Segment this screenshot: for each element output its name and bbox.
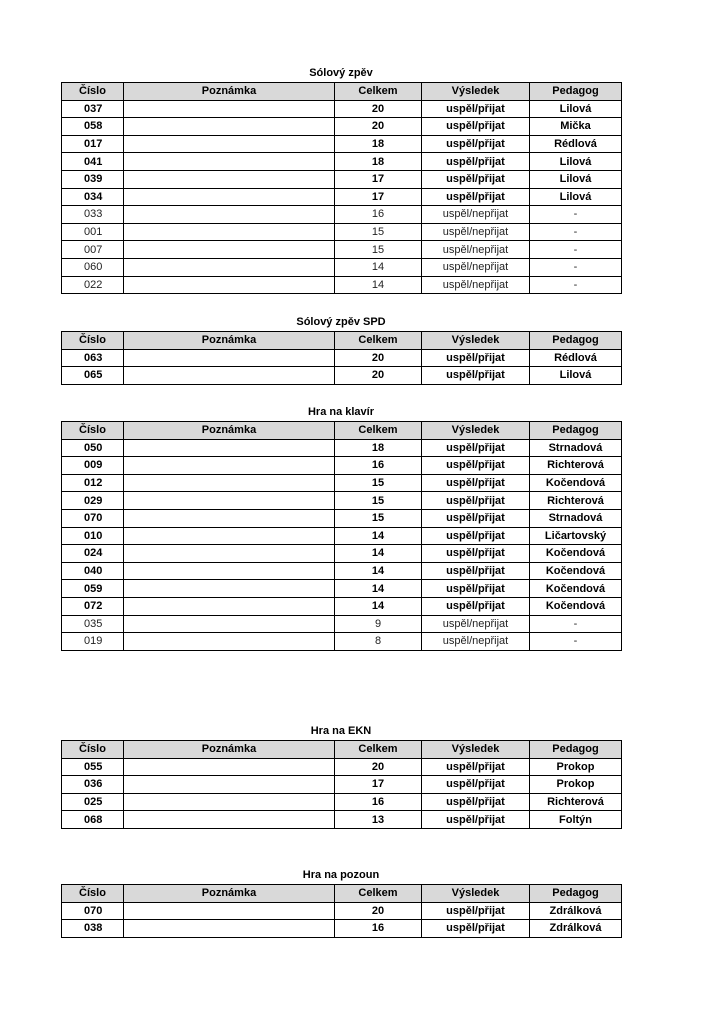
cell-vysledek: uspěl/přijat [422,100,530,118]
table-row [62,758,622,776]
cell-celkem: 14 [335,258,422,276]
cell-cislo: 070 [62,509,124,527]
cell-cislo: 033 [62,206,124,224]
header-celkem: Celkem [335,83,422,101]
results-table [61,331,622,385]
table-row [62,633,622,651]
cell-poznamka [124,492,335,510]
cell-poznamka [124,135,335,153]
cell-pedagog: Lilová [530,170,622,188]
table-row [62,776,622,794]
cell-poznamka [124,597,335,615]
cell-poznamka [124,633,335,651]
cell-cislo: 029 [62,492,124,510]
cell-vysledek: uspěl/přijat [422,758,530,776]
cell-poznamka [124,776,335,794]
table-row [62,920,622,938]
section-title: Sólový zpěv [309,67,373,79]
cell-poznamka [124,241,335,259]
cell-celkem: 14 [335,527,422,545]
table-row [62,349,622,367]
cell-pedagog: Richterová [530,492,622,510]
cell-poznamka [124,902,335,920]
section-title: Hra na pozoun [302,869,380,881]
cell-pedagog: Foltýn [530,811,622,829]
header-poznamka: Poznámka [124,885,335,903]
header-vysledek: Výsledek [422,332,530,350]
cell-cislo: 063 [62,349,124,367]
results-table [61,884,622,938]
header-pedagog: Pedagog [530,741,622,759]
table-row [62,223,622,241]
cell-celkem: 14 [335,580,422,598]
cell-pedagog: Rédlová [530,349,622,367]
header-celkem: Celkem [335,332,422,350]
section-title: Hra na EKN [310,725,372,737]
cell-cislo: 022 [62,276,124,294]
cell-vysledek: uspěl/přijat [422,135,530,153]
cell-celkem: 15 [335,474,422,492]
cell-pedagog: Kočendová [530,580,622,598]
cell-vysledek: uspěl/přijat [422,349,530,367]
cell-vysledek: uspěl/nepřijat [422,258,530,276]
table-row [62,258,622,276]
cell-cislo: 065 [62,367,124,385]
cell-pedagog: Kočendová [530,545,622,563]
results-table [61,740,622,829]
table-header-row [62,741,622,759]
cell-vysledek: uspěl/nepřijat [422,241,530,259]
table-row [62,206,622,224]
cell-poznamka [124,206,335,224]
cell-pedagog: Lilová [530,188,622,206]
cell-celkem: 18 [335,153,422,171]
cell-pedagog: - [530,633,622,651]
cell-vysledek: uspěl/přijat [422,776,530,794]
cell-celkem: 20 [335,349,422,367]
header-poznamka: Poznámka [124,83,335,101]
cell-vysledek: uspěl/přijat [422,562,530,580]
header-cislo: Číslo [62,422,124,440]
table-row [62,100,622,118]
cell-poznamka [124,367,335,385]
header-vysledek: Výsledek [422,83,530,101]
cell-poznamka [124,170,335,188]
table-row [62,241,622,259]
header-vysledek: Výsledek [422,741,530,759]
cell-poznamka [124,811,335,829]
cell-vysledek: uspěl/nepřijat [422,223,530,241]
cell-pedagog: Kočendová [530,597,622,615]
cell-cislo: 072 [62,597,124,615]
cell-pedagog: Lilová [530,100,622,118]
header-celkem: Celkem [335,422,422,440]
cell-poznamka [124,527,335,545]
cell-cislo: 036 [62,776,124,794]
table-row [62,902,622,920]
cell-vysledek: uspěl/přijat [422,367,530,385]
cell-cislo: 035 [62,615,124,633]
cell-poznamka [124,276,335,294]
header-cislo: Číslo [62,741,124,759]
cell-pedagog: Ličartovský [530,527,622,545]
table-row [62,118,622,136]
cell-celkem: 13 [335,811,422,829]
cell-pedagog: Richterová [530,793,622,811]
cell-vysledek: uspěl/nepřijat [422,276,530,294]
cell-vysledek: uspěl/přijat [422,597,530,615]
cell-cislo: 040 [62,562,124,580]
cell-pedagog: Kočendová [530,562,622,580]
table-row [62,811,622,829]
cell-cislo: 058 [62,118,124,136]
section-solovy-zpev-spd [61,313,621,385]
table-header-row [62,83,622,101]
cell-vysledek: uspěl/přijat [422,509,530,527]
cell-celkem: 14 [335,276,422,294]
header-poznamka: Poznámka [124,422,335,440]
header-pedagog: Pedagog [530,332,622,350]
cell-vysledek: uspěl/přijat [422,527,530,545]
section-title: Sólový zpěv SPD [296,316,386,328]
cell-poznamka [124,580,335,598]
cell-poznamka [124,223,335,241]
section-hra-na-pozoun [61,866,621,938]
cell-celkem: 8 [335,633,422,651]
cell-pedagog: - [530,241,622,259]
cell-vysledek: uspěl/přijat [422,902,530,920]
cell-vysledek: uspěl/přijat [422,153,530,171]
cell-cislo: 010 [62,527,124,545]
table-header-row [62,885,622,903]
header-pedagog: Pedagog [530,885,622,903]
cell-celkem: 16 [335,920,422,938]
table-row [62,170,622,188]
header-celkem: Celkem [335,741,422,759]
cell-cislo: 037 [62,100,124,118]
cell-vysledek: uspěl/přijat [422,439,530,457]
cell-celkem: 17 [335,170,422,188]
cell-pedagog: Prokop [530,758,622,776]
cell-celkem: 15 [335,223,422,241]
cell-cislo: 034 [62,188,124,206]
table-row [62,367,622,385]
table-row [62,527,622,545]
cell-vysledek: uspěl/přijat [422,474,530,492]
header-cislo: Číslo [62,83,124,101]
cell-vysledek: uspěl/nepřijat [422,633,530,651]
table-row [62,439,622,457]
table-row [62,492,622,510]
table-row [62,597,622,615]
cell-pedagog: Kočendová [530,474,622,492]
cell-celkem: 20 [335,758,422,776]
cell-poznamka [124,758,335,776]
section-hra-na-klavir [61,403,621,651]
header-poznamka: Poznámka [124,332,335,350]
cell-vysledek: uspěl/nepřijat [422,206,530,224]
cell-cislo: 050 [62,439,124,457]
cell-poznamka [124,615,335,633]
cell-pedagog: - [530,206,622,224]
section-solovy-zpev [61,64,621,294]
cell-poznamka [124,349,335,367]
header-cislo: Číslo [62,885,124,903]
cell-cislo: 068 [62,811,124,829]
table-row [62,457,622,475]
cell-vysledek: uspěl/přijat [422,580,530,598]
cell-cislo: 070 [62,902,124,920]
header-poznamka: Poznámka [124,741,335,759]
cell-celkem: 14 [335,545,422,563]
cell-poznamka [124,439,335,457]
table-header-row [62,422,622,440]
cell-poznamka [124,153,335,171]
header-vysledek: Výsledek [422,422,530,440]
cell-celkem: 14 [335,562,422,580]
cell-celkem: 17 [335,188,422,206]
cell-celkem: 18 [335,135,422,153]
cell-cislo: 001 [62,223,124,241]
cell-celkem: 15 [335,509,422,527]
cell-pedagog: Prokop [530,776,622,794]
cell-pedagog: Strnadová [530,509,622,527]
cell-celkem: 20 [335,100,422,118]
cell-celkem: 16 [335,206,422,224]
cell-celkem: 20 [335,367,422,385]
results-table [61,421,622,651]
cell-pedagog: Rédlová [530,135,622,153]
cell-poznamka [124,188,335,206]
cell-poznamka [124,118,335,136]
cell-poznamka [124,545,335,563]
cell-cislo: 038 [62,920,124,938]
cell-cislo: 059 [62,580,124,598]
table-row [62,545,622,563]
cell-poznamka [124,258,335,276]
cell-celkem: 16 [335,793,422,811]
cell-celkem: 16 [335,457,422,475]
cell-poznamka [124,474,335,492]
cell-cislo: 009 [62,457,124,475]
cell-vysledek: uspěl/nepřijat [422,615,530,633]
table-row [62,580,622,598]
results-table [61,82,622,294]
cell-vysledek: uspěl/přijat [422,811,530,829]
cell-celkem: 18 [335,439,422,457]
cell-poznamka [124,920,335,938]
table-row [62,562,622,580]
table-row [62,509,622,527]
header-pedagog: Pedagog [530,422,622,440]
table-row [62,153,622,171]
cell-cislo: 024 [62,545,124,563]
cell-pedagog: Richterová [530,457,622,475]
cell-celkem: 9 [335,615,422,633]
cell-vysledek: uspěl/přijat [422,457,530,475]
cell-cislo: 041 [62,153,124,171]
cell-cislo: 012 [62,474,124,492]
cell-vysledek: uspěl/přijat [422,118,530,136]
cell-pedagog: Mička [530,118,622,136]
table-row [62,276,622,294]
header-vysledek: Výsledek [422,885,530,903]
section-hra-na-ekn [61,722,621,829]
header-celkem: Celkem [335,885,422,903]
cell-pedagog: Zdrálková [530,902,622,920]
cell-pedagog: - [530,258,622,276]
cell-poznamka [124,562,335,580]
cell-pedagog: - [530,615,622,633]
table-row [62,135,622,153]
cell-poznamka [124,793,335,811]
cell-pedagog: Lilová [530,153,622,171]
cell-celkem: 15 [335,492,422,510]
cell-cislo: 060 [62,258,124,276]
cell-celkem: 14 [335,597,422,615]
cell-celkem: 17 [335,776,422,794]
cell-vysledek: uspěl/přijat [422,793,530,811]
cell-poznamka [124,457,335,475]
cell-cislo: 019 [62,633,124,651]
section-title: Hra na klavír [307,406,375,418]
cell-cislo: 039 [62,170,124,188]
cell-cislo: 025 [62,793,124,811]
cell-poznamka [124,100,335,118]
cell-vysledek: uspěl/přijat [422,492,530,510]
cell-vysledek: uspěl/přijat [422,170,530,188]
cell-pedagog: Lilová [530,367,622,385]
header-pedagog: Pedagog [530,83,622,101]
cell-celkem: 20 [335,902,422,920]
table-header-row [62,332,622,350]
cell-pedagog: Zdrálková [530,920,622,938]
table-row [62,188,622,206]
cell-vysledek: uspěl/přijat [422,188,530,206]
table-row [62,474,622,492]
cell-cislo: 017 [62,135,124,153]
cell-celkem: 15 [335,241,422,259]
cell-pedagog: Strnadová [530,439,622,457]
cell-celkem: 20 [335,118,422,136]
table-row [62,615,622,633]
cell-vysledek: uspěl/přijat [422,545,530,563]
header-cislo: Číslo [62,332,124,350]
cell-vysledek: uspěl/přijat [422,920,530,938]
cell-cislo: 007 [62,241,124,259]
cell-pedagog: - [530,223,622,241]
table-row [62,793,622,811]
cell-pedagog: - [530,276,622,294]
cell-cislo: 055 [62,758,124,776]
cell-poznamka [124,509,335,527]
